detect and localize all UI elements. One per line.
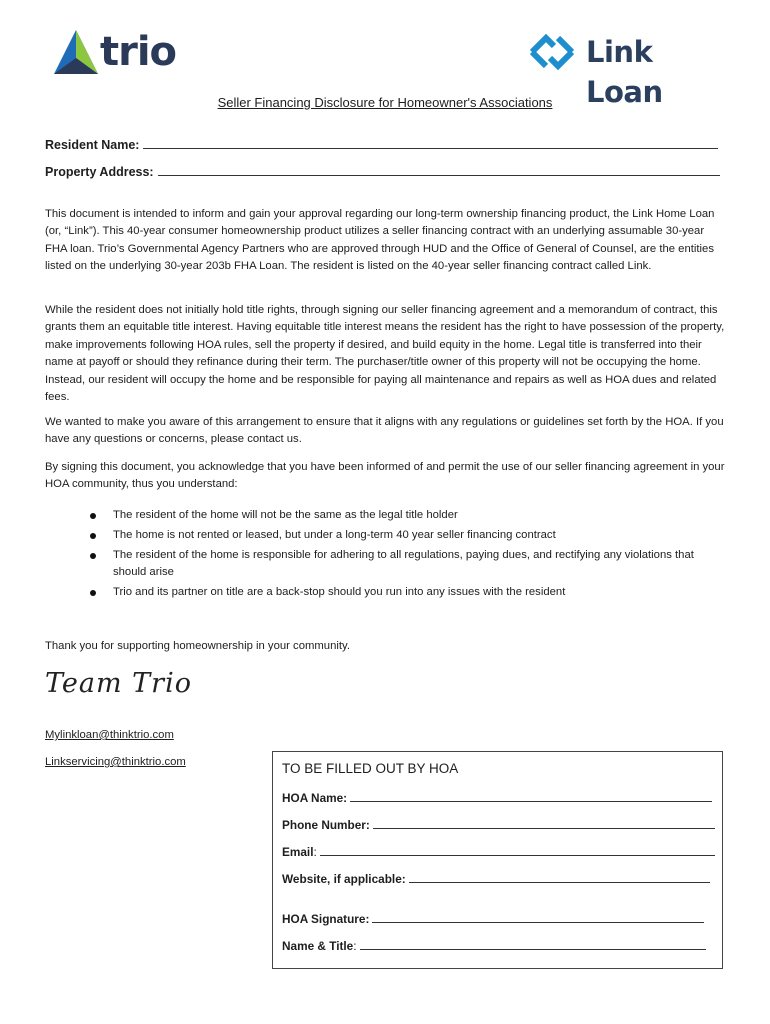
property-address-line[interactable]: [158, 174, 720, 176]
phone-number-field[interactable]: [282, 818, 715, 832]
hoa-signature-label: HOA Signature:: [282, 912, 370, 926]
website-line[interactable]: [409, 881, 710, 883]
hoa-signature-field[interactable]: [282, 912, 704, 926]
link-loan-chain-icon: [528, 30, 576, 74]
email-line[interactable]: [320, 854, 715, 856]
list-item: [88, 584, 728, 601]
team-signature: Team Trio: [45, 668, 192, 699]
resident-name-label: Resident Name:: [45, 138, 140, 152]
email-field[interactable]: Email:: [282, 845, 715, 859]
paragraph-acknowledgement: By signing this document, you acknowledge that you have been informed of and permit the use of our seller financing agreement in your HOA community, thus you understand:: [45, 461, 725, 491]
list-item-text: The resident of the home will not be the same as the legal title holder: [113, 509, 458, 521]
name-title-line[interactable]: [360, 948, 706, 950]
hoa-signature-line[interactable]: [372, 921, 704, 923]
hoa-name-line[interactable]: [350, 800, 712, 802]
paragraph-intro: This document is intended to inform and gain your approval regarding our long-term ownership financing product, the Link Home Loan (or, “Link”). This 40-year consumer homeownership product utilizes a seller financing contract with an underlying assumable 30-year FHA loan. Trio’s Governmental Agency Partners who are approved through HUD and the Office of General of Counsel, are the entities listed on the underlying 30-year 203b FHA Loan. The resident is listed on the 40-year seller financing contract called Link.: [45, 208, 715, 273]
property-address-field[interactable]: [45, 165, 720, 179]
understanding-list: [88, 507, 728, 604]
thank-you-text: Thank you for supporting homeownership in your community.: [45, 640, 350, 652]
list-item: [88, 507, 728, 524]
trio-wordmark: trio: [100, 29, 177, 75]
resident-name-field[interactable]: [45, 138, 718, 152]
hoa-name-field[interactable]: [282, 791, 712, 805]
link-loan-logo: [528, 30, 728, 109]
email-link-mylinkloan[interactable]: Mylinkloan@thinktrio.com: [45, 729, 174, 741]
hoa-form-box: [272, 751, 723, 969]
link-loan-wordmark: Link Loan: [586, 35, 663, 109]
list-item: [88, 547, 728, 582]
list-item-text: Trio and its partner on title are a back-stop should you run into any issues with the resident: [113, 586, 566, 599]
website-field[interactable]: [282, 872, 710, 886]
phone-number-label: Phone Number:: [282, 818, 370, 832]
paragraph-awareness: We wanted to make you aware of this arrangement to ensure that it aligns with any regulations or guidelines set forth by the HOA. If you have any questions or concerns, please contact us.: [45, 416, 724, 446]
list-item-text: The home is not rented or leased, but under a long-term 40 year seller financing contract: [113, 528, 556, 541]
name-title-label: Name & Title: [282, 939, 354, 953]
trio-triangle-icon: [52, 28, 100, 76]
phone-number-line[interactable]: [373, 827, 715, 829]
paragraph-title-rights: While the resident does not initially hold title rights, through signing our seller financing agreement and a memorandum of contract, this grants them an equitable title interest. Having equitable title interest means the resident has the right to have possession of the property, make improvements following HOA rules, sell the property if desired, and build equity in the home. Legal title is transferred into their name at payoff or should they refinance during their term. The purchaser/title owner of this property will not be occupying the home. Instead, our resident will occupy the home and be responsible for paying all maintenance and repairs as well as HOA dues and related fees.: [45, 304, 725, 404]
bullet-icon: [90, 533, 96, 539]
email-label: Email: [282, 845, 314, 859]
property-address-label: Property Address:: [45, 165, 154, 179]
email-link-linkservicing[interactable]: Linkservicing@thinktrio.com: [45, 756, 186, 768]
document-title: Seller Financing Disclosure for Homeowner's Associations: [217, 95, 553, 110]
website-label: Website, if applicable:: [282, 872, 406, 886]
list-item: [88, 527, 728, 544]
trio-logo: [52, 28, 182, 78]
bullet-icon: [90, 513, 96, 519]
hoa-form-heading: TO BE FILLED OUT BY HOA: [282, 761, 459, 776]
bullet-icon: [90, 553, 96, 559]
name-title-field[interactable]: Name & Title:: [282, 939, 706, 953]
resident-name-line[interactable]: [143, 147, 718, 149]
list-item-text: The resident of the home is responsible for adhering to all regulations, paying dues, and rectifying any violations that should arise: [113, 548, 694, 579]
bullet-icon: [90, 590, 96, 596]
hoa-name-label: HOA Name:: [282, 791, 348, 805]
